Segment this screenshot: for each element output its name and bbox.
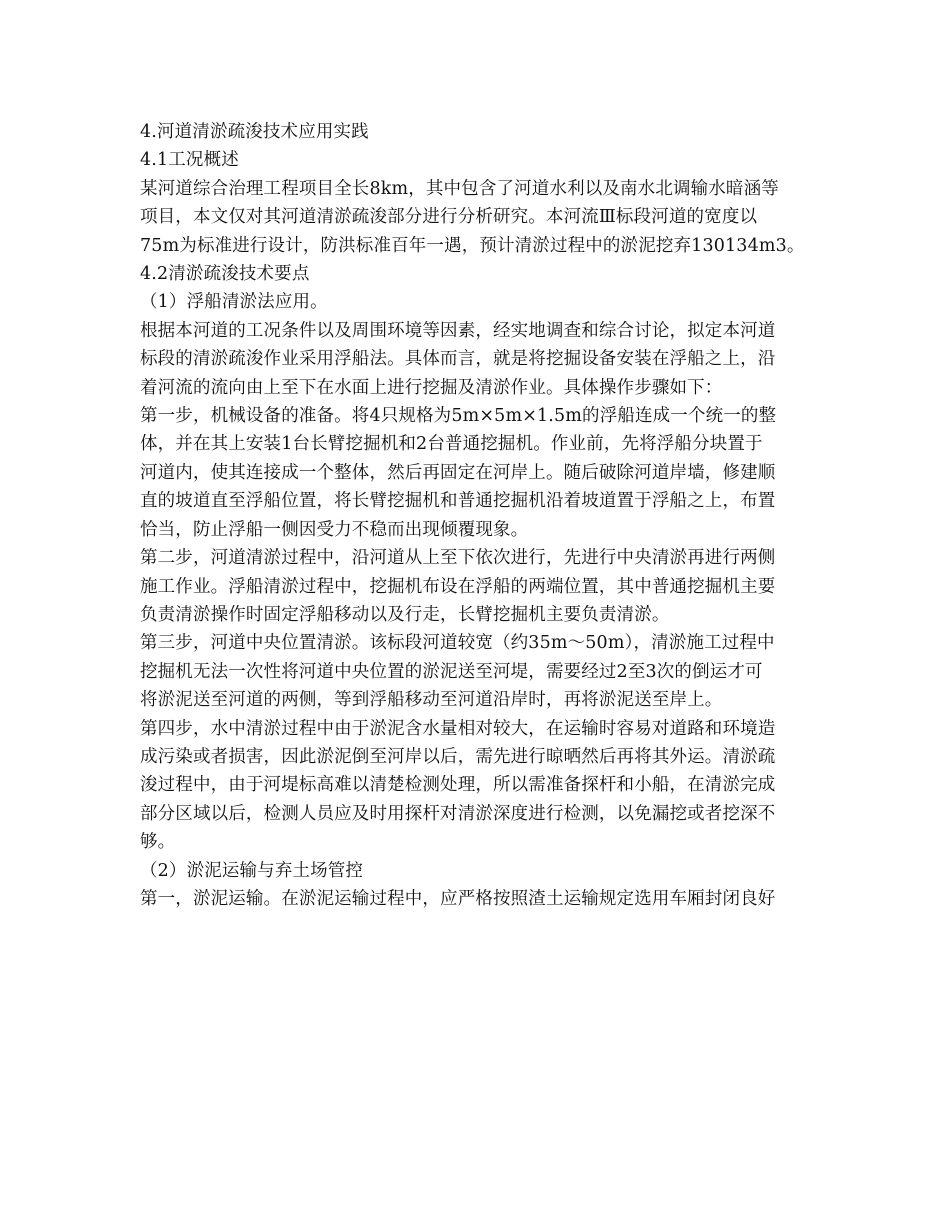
paragraph-line: 第二步，河道清淤过程中，沿河道从上至下依次进行，先进行中央清淤再进行两侧 xyxy=(140,548,776,569)
paragraph-line: 浚过程中，由于河堤标高难以清楚检测处理，所以需准备探杆和小船，在清淤完成 xyxy=(140,775,776,796)
paragraph-line: 第一步，机械设备的准备。将4只规格为5m×5m×1.5m的浮船连成一个统一的整 xyxy=(140,406,777,427)
paragraph-line: 施工作业。浮船清淤过程中，挖掘机布设在浮船的两端位置，其中普通挖掘机主要 xyxy=(140,576,776,597)
paragraph-line: 负责清淤操作时固定浮船移动以及行走，长臂挖掘机主要负责清淤。 xyxy=(140,604,670,625)
paragraph-line: 标段的清淤疏浚作业采用浮船法。具体而言，就是将挖掘设备安装在浮船之上，沿 xyxy=(140,349,776,370)
paragraph-line: 恰当，防止浮船一侧因受力不稳而出现倾覆现象。 xyxy=(140,519,529,540)
paragraph-line: 直的坡道直至浮船位置，将长臂挖掘机和普通挖掘机沿着坡道置于浮船之上，布置 xyxy=(140,491,776,512)
paragraph-line: 第四步，水中清淤过程中由于淤泥含水量相对较大，在运输时容易对道路和环境造 xyxy=(140,718,776,739)
paragraph-line: 够。 xyxy=(140,832,176,853)
subsection-heading: 4.1工况概述 xyxy=(140,150,239,171)
item-heading: （2）淤泥运输与弃土场管控 xyxy=(140,860,364,881)
paragraph-line: 成污染或者损害，因此淤泥倒至河岸以后，需先进行晾晒然后再将其外运。清淤疏 xyxy=(140,746,776,767)
paragraph-line: 体，并在其上安装1台长臂挖掘机和2台普通挖掘机。作业前，先将浮船分块置于 xyxy=(140,434,763,455)
paragraph-line: 河道内，使其连接成一个整体，然后再固定在河岸上。随后破除河道岸墙，修建顺 xyxy=(140,462,776,483)
paragraph-line: 着河流的流向由上至下在水面上进行挖掘及清淤作业。具体操作步骤如下： xyxy=(140,377,723,398)
paragraph-line: 部分区域以后，检测人员应及时用探杆对清淤深度进行检测，以免漏挖或者挖深不 xyxy=(140,803,776,824)
paragraph-line: 挖掘机无法一次性将河道中央位置的淤泥送至河堤，需要经过2至3次的倒运才可 xyxy=(140,661,763,682)
item-heading: （1）浮船清淤法应用。 xyxy=(140,292,328,313)
section-heading: 4.河道清淤疏浚技术应用实践 xyxy=(140,122,369,142)
paragraph-line: 将淤泥送至河道的两侧，等到浮船移动至河道沿岸时，再将淤泥送至岸上。 xyxy=(140,690,723,711)
document-body xyxy=(140,118,820,913)
paragraph-line: 75m为标准进行设计，防洪标准百年一遇，预计清淤过程中的淤泥挖弃130134m3。 xyxy=(140,235,805,256)
paragraph-line: 根据本河道的工况条件以及周围环境等因素，经实地调查和综合讨论，拟定本河道 xyxy=(140,320,776,341)
paragraph-line: 某河道综合治理工程项目全长8km，其中包含了河道水利以及南水北调输水暗涵等 xyxy=(140,178,779,199)
paragraph-line: 第三步，河道中央位置清淤。该标段河道较宽（约35m～50m），清淤施工过程中 xyxy=(140,633,775,654)
paragraph-line: 项目，本文仅对其河道清淤疏浚部分进行分析研究。本河流Ⅲ标段河道的宽度以 xyxy=(140,207,758,228)
subsection-heading: 4.2清淤疏浚技术要点 xyxy=(140,264,310,285)
paragraph-line: 第一，淤泥运输。在淤泥运输过程中，应严格按照渣土运输规定选用车厢封闭良好 xyxy=(140,888,776,909)
